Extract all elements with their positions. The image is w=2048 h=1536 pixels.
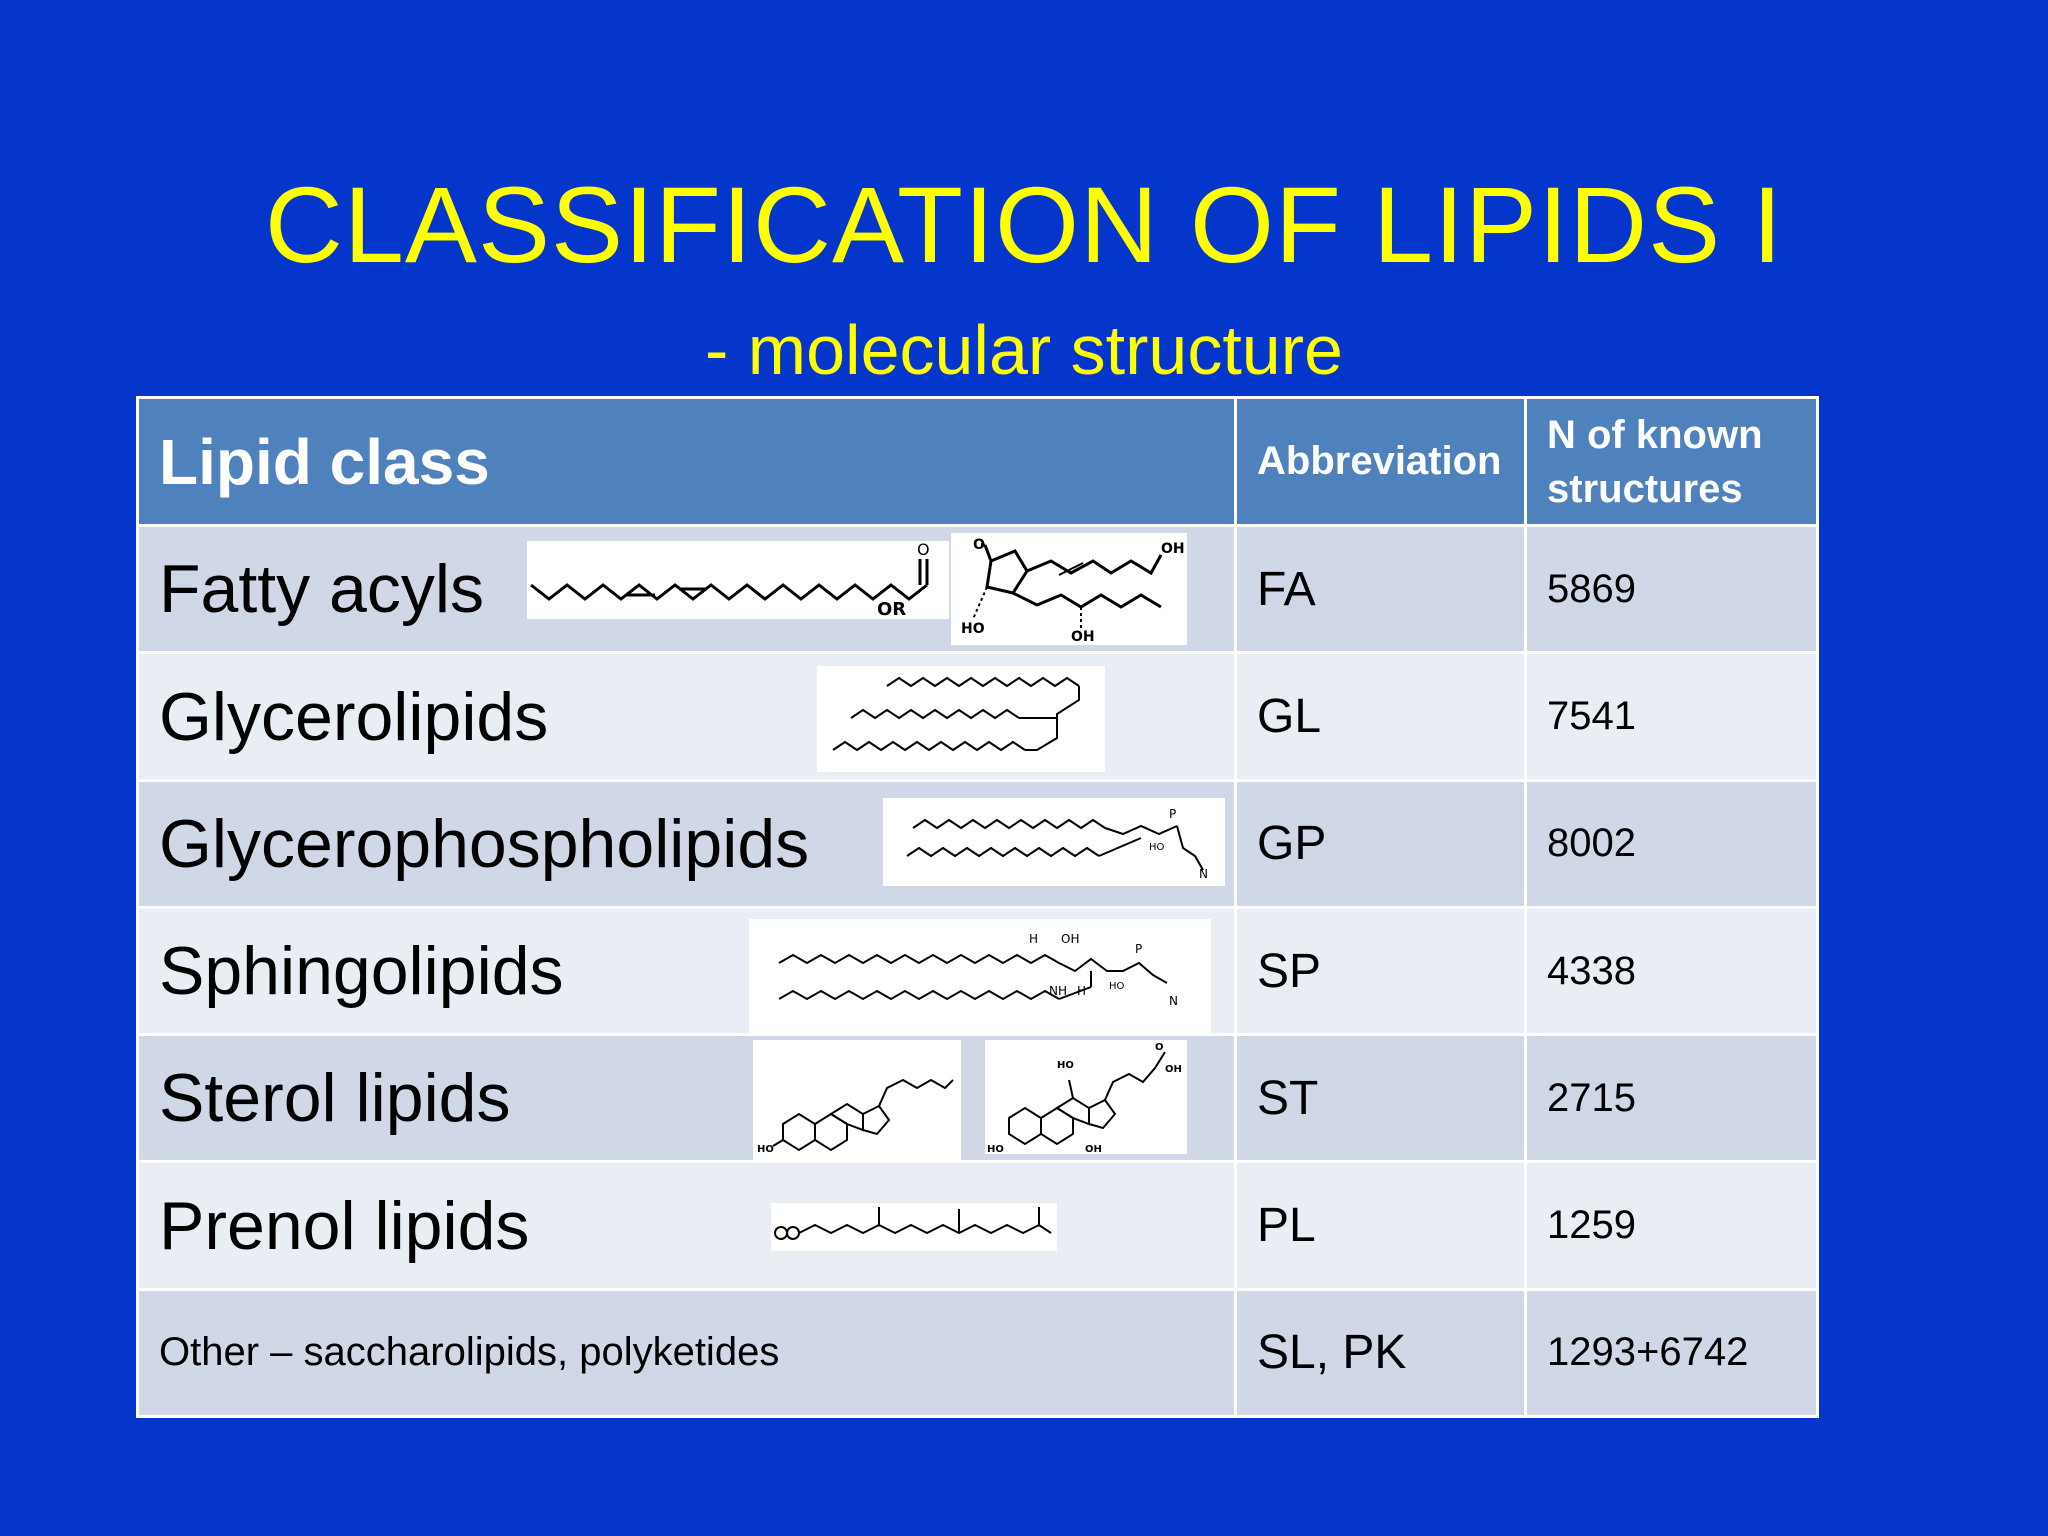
row-sterol-lipids-cell (138, 1035, 1236, 1162)
lipid-class-name: Fatty acyls (159, 551, 484, 628)
hydroxyl-label: HO (757, 1144, 774, 1156)
abbreviation-cell: PL (1236, 1162, 1526, 1289)
table-row (138, 1035, 1818, 1162)
sphingomyelin-structure (749, 919, 1211, 1035)
prenol-structure (771, 1203, 1057, 1251)
slide-subtitle: - molecular structure (705, 311, 1343, 389)
count-cell: 7541 (1526, 653, 1818, 780)
count-cell: 8002 (1526, 780, 1818, 907)
oxygen-label: O (917, 541, 930, 560)
nitrogen-label: N (1169, 993, 1178, 1008)
header-abbreviation: Abbreviation (1236, 398, 1526, 526)
lipid-class-name: Sphingolipids (159, 933, 564, 1010)
abbreviation-cell: SL, PK (1236, 1289, 1526, 1416)
count-cell: 5869 (1526, 526, 1818, 653)
abbreviation-cell: FA (1236, 526, 1526, 653)
hydroxyl-label: OH (1161, 541, 1185, 558)
table-row (138, 907, 1818, 1034)
table-row (138, 653, 1818, 780)
nitrogen-label: N (1199, 866, 1208, 881)
hydroxyl-label: OH (1165, 1064, 1182, 1076)
abbreviation-cell: ST (1236, 1035, 1526, 1162)
lipid-classification-table (136, 396, 1819, 1418)
table-row (138, 780, 1818, 907)
count-cell: 2715 (1526, 1035, 1818, 1162)
hydroxyl-label: HO (961, 621, 985, 638)
hydrogen-label: H (1029, 931, 1039, 946)
lipid-class-name: Prenol lipids (159, 1187, 530, 1264)
phosphorus-label: P (1169, 806, 1177, 821)
abbreviation-cell: GL (1236, 653, 1526, 780)
or-label: OR (877, 599, 907, 620)
amine-label: NH (1049, 983, 1067, 998)
lipid-class-name: Sterol lipids (159, 1060, 511, 1137)
hydroxyl-label: OH (1061, 931, 1080, 946)
row-sphingolipids-cell (138, 907, 1236, 1034)
fatty-acyl-ester-structure (527, 541, 949, 619)
hydroxyl-label: OH (1071, 629, 1095, 646)
row-glycerolipids-cell (138, 653, 1236, 780)
prostaglandin-structure (951, 533, 1187, 645)
lipid-class-name: Glycerolipids (159, 678, 549, 755)
table-row (138, 1289, 1818, 1416)
abbreviation-cell: GP (1236, 780, 1526, 907)
phosphatidylcholine-structure (883, 798, 1225, 886)
hydroxyl-label: HO (1149, 841, 1165, 853)
bile-acid-structure (985, 1040, 1187, 1154)
phosphorus-label: P (1135, 941, 1143, 956)
table-row (138, 1162, 1818, 1289)
row-other-cell: Other – saccharolipids, polyketides (138, 1289, 1236, 1416)
row-prenol-lipids-cell (138, 1162, 1236, 1289)
oxygen-label: O (973, 537, 985, 554)
slide-title: CLASSIFICATION OF LIPIDS I (264, 164, 1784, 285)
header-known-structures: N of known structures (1526, 398, 1818, 526)
lipid-class-name: Glycerophospholipids (159, 805, 810, 882)
row-glycerophospholipids-cell (138, 780, 1236, 907)
triglyceride-structure (817, 666, 1105, 772)
hydroxyl-label: OH (1085, 1144, 1102, 1155)
count-cell: 1259 (1526, 1162, 1818, 1289)
table-row (138, 526, 1818, 653)
count-cell: 1293+6742 (1526, 1289, 1818, 1416)
abbreviation-cell: SP (1236, 907, 1526, 1034)
hydrogen-label: H (1077, 983, 1087, 998)
hydroxyl-label: HO (1057, 1060, 1074, 1072)
oxygen-label: O (1155, 1042, 1164, 1054)
hydroxyl-label: HO (987, 1144, 1004, 1155)
table-header-row (138, 398, 1818, 526)
cholesterol-structure (753, 1040, 961, 1160)
row-fatty-acyls-cell (138, 526, 1236, 653)
header-lipid-class: Lipid class (138, 398, 1236, 526)
hydroxyl-label: HO (1109, 980, 1125, 992)
count-cell: 4338 (1526, 907, 1818, 1034)
